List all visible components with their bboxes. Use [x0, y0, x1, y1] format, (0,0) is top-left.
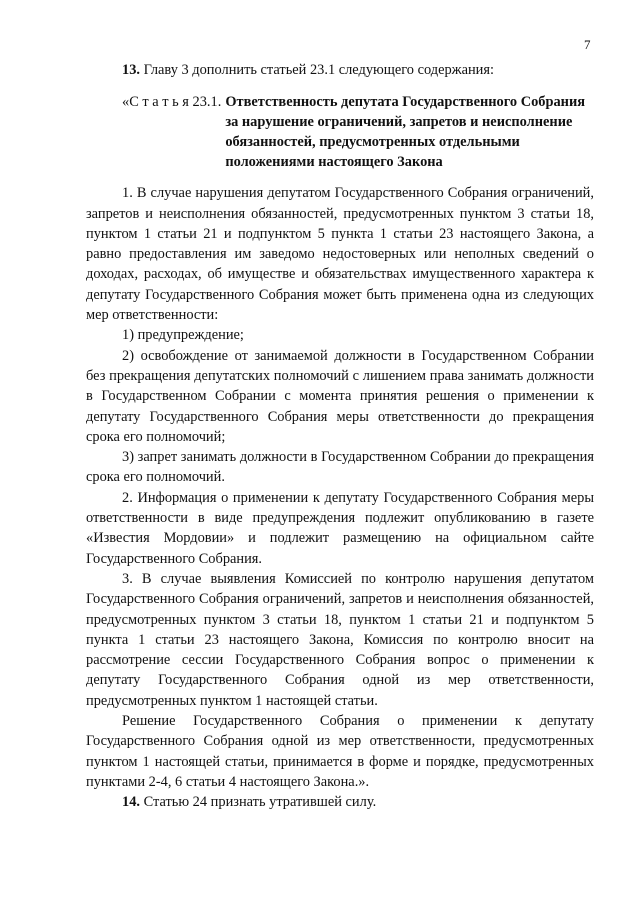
paragraph-1: 1. В случае нарушения депутатом Государственного Собрания ограничений, запретов и неисполнения обязанностей, предусмотренных пунктом 3 статьи 18, пунктом 1 статьи 21 и подпунктом 5 пункта 1 статьи 23 настоящего Закона, а равно предоставления им заведомо недостоверных или неполных сведений о доходах, расходах, об имуществе и обязательствах имущественного характера к депутату Государственного Собрания может быть применена одна из следующих мер ответственности: [86, 185, 594, 324]
paragraph-sub-3: 3) запрет занимать должности в Государственном Собрании до прекращения срока его полномочий. [86, 449, 594, 486]
item-13-number: 13. [122, 62, 140, 78]
paragraph-sub-1: 1) предупреждение; [122, 327, 244, 344]
article-title: Ответственность депутата Государственного Собрания за нарушение ограничений, запретов и неисполнение обязанностей, предусмотренных отдельными положениями настоящего Закона [225, 94, 586, 171]
paragraph-sub-2: 2) освобождение от занимаемой должности в Государственном Собрании без прекращения депутатских полномочий с лишением права занимать должности в Государственном Собрании с момента принятия решения о применении к депутату Государственного Собрания меры ответственности до прекращения срока его полномочий; [86, 347, 594, 445]
page-number: 7 [584, 37, 591, 52]
article-heading [122, 92, 594, 172]
paragraph-decision: Решение Государственного Собрания о применении к депутату Государственного Собрания одной из мер ответственности, предусмотренных пунктом 1 настоящей статьи, принимается в форме и порядке, предусмотренных пунктами 2-4, 6 статьи 4 настоящего Закона.». [86, 713, 594, 790]
paragraph-3: 3. В случае выявления Комиссией по контролю нарушения депутатом Государственного Собрания ограничений, запретов и неисполнения обязанностей, предусмотренных пунктом 3 статьи 18, пунктом 1 статьи 21 и подпунктом 5 пункта 1 статьи 23 настоящего Закона, Комиссия по контролю вносит на рассмотрение сессии Государственного Собрания вопрос о применении к депутату Государственного Собрания одной из мер ответственности, предусмотренных пунктом 1 настоящей статьи. [86, 570, 594, 709]
item-13 [86, 60, 594, 80]
paragraph-2: 2. Информация о применении к депутату Государственного Собрания меры ответственности в виде предупреждения подлежит опубликованию в газете «Известия Мордовии» и подлежит размещению на официальном сайте Государственного Собрания. [86, 489, 594, 567]
item-13-text: Главу 3 дополнить статьей 23.1 следующего содержания: [140, 62, 494, 78]
item-14-number: 14. [122, 794, 140, 811]
item-14-text: Статью 24 признать утратившей силу. [140, 794, 377, 811]
document-body [86, 60, 594, 813]
item-14 [86, 792, 594, 812]
article-label: «С т а т ь я 23.1. [122, 94, 222, 111]
